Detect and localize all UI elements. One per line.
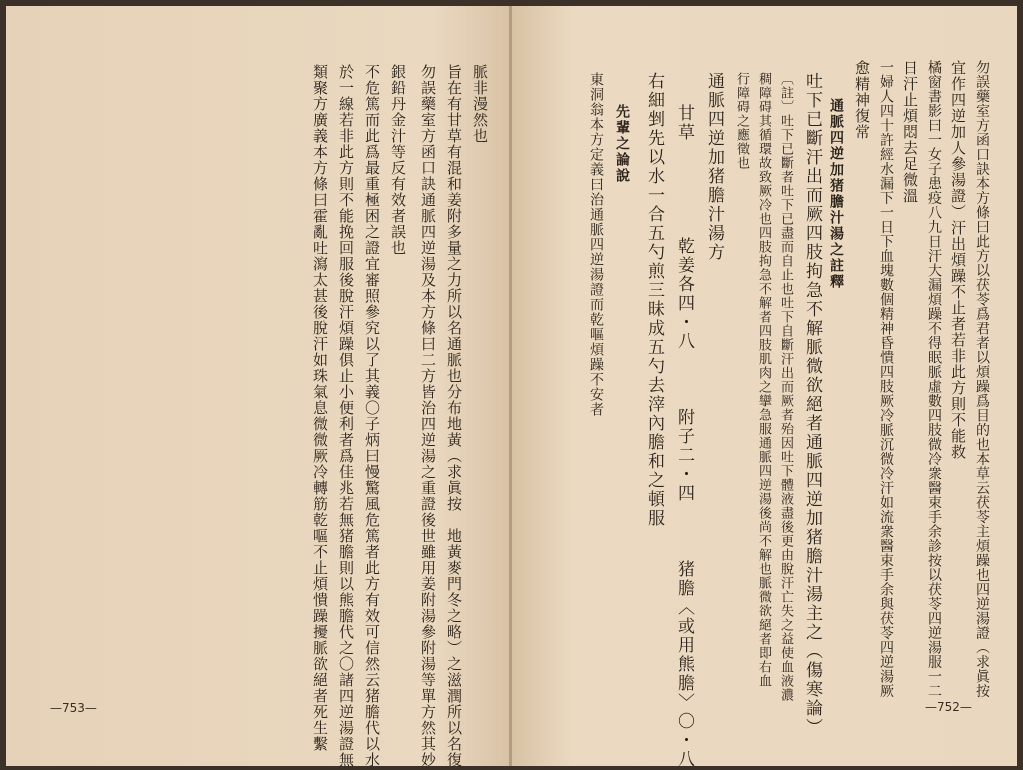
text-column: 愈精神復常 <box>853 60 871 140</box>
text-column: 於一線若非此方則不能挽回服後脫汗煩躁俱止小便利者爲佳兆若無猪膽則以熊膽代之〇諸四逆湯證無 <box>337 64 355 768</box>
formula-title: 通脈四逆加猪膽汁湯方 <box>704 72 724 262</box>
section-heading: 先輩之論說 <box>614 104 630 184</box>
text-column: 宜作四逆加人參湯證）汗出煩躁不止者若非此方則不能救 <box>949 60 967 460</box>
text-column: 勿誤藥室方函口訣通脈四逆湯及本方條曰二方皆治四逆湯之重證後世雖用姜附湯參附湯等單方然其妙 <box>419 64 437 768</box>
text-column: 類聚方廣義本方條曰霍亂吐瀉太甚後脫汗如珠氣息微微厥冷轉筋乾嘔不止煩憒躁擾脈欲絕者死生繫 <box>311 64 329 752</box>
note-column: 〔註〕吐下已斷者吐下已盡而自止也吐下自斷汗出而厥者殆因吐下體液盡後更由脫汗亡失之益使血液濃 <box>778 72 793 702</box>
text-column: 脈非漫然也 <box>471 64 489 144</box>
preparation-line: 右細剉先以水一合五勺煎三昧成五勺去滓內膽和之頓服 <box>644 72 664 528</box>
text-column: 不危篤而此爲最重極困之證宜審照參究以了其義〇子炳曰慢驚風危篤者此方有效可信然云猪膽代以水 <box>363 64 381 768</box>
text-column: 橘窗書影曰一女子患疫八九日汗大漏煩躁不得眠脈虛數四肢微冷衆醫束手余診按以茯苓四逆湯服一二 <box>926 60 942 698</box>
text-column: 日汗止煩悶去足微溫 <box>901 60 919 204</box>
note-column: 稠障碍其循環故致厥冷也四肢拘急不解者四肢肌肉之攣急服通脈四逆湯後尚不解也脈微欲絕者即右血 <box>756 72 771 688</box>
text-column: 旨在有甘草有混和姜附多量之力所以名通脈也分布地黃（求眞按 地黃麥門冬之略）之滋潤所以名復 <box>445 64 463 768</box>
page-752 <box>512 6 1017 769</box>
ingredients-line: 甘草 乾姜各四・八 附子二・四 猪膽〈或用熊膽〉〇・八 <box>674 104 694 769</box>
text-column: 東洞翁本方定義曰治通脈四逆湯證而乾嘔煩躁不安者 <box>588 72 604 417</box>
page-number: —752— <box>925 700 972 714</box>
page-number: —753— <box>50 701 97 715</box>
text-column: 銀鉛丹金汁等反有效者誤也 <box>389 64 407 256</box>
note-column: 行障碍之應徵也 <box>734 72 749 170</box>
page-753 <box>6 6 509 766</box>
text-column: 勿誤藥室方函口訣本方條曰此方以茯苓爲君者以煩躁爲目的也本草云茯苓主煩躁也四逆湯證（求眞按 <box>974 60 990 698</box>
text-column: 吐下已斷汗出而厥四肢拘急不解脈微欲絕者通脈四逆加猪膽汁湯主之（傷寒論） <box>802 72 822 737</box>
section-heading: 通脈四逆加猪膽汁湯之註釋 <box>828 98 844 290</box>
text-column: 一婦人四十許經水漏下一日下血塊數個精神昏憒四肢厥冷脈沉微冷汗如流衆醫束手余與茯苓四逆湯厥 <box>878 60 894 698</box>
